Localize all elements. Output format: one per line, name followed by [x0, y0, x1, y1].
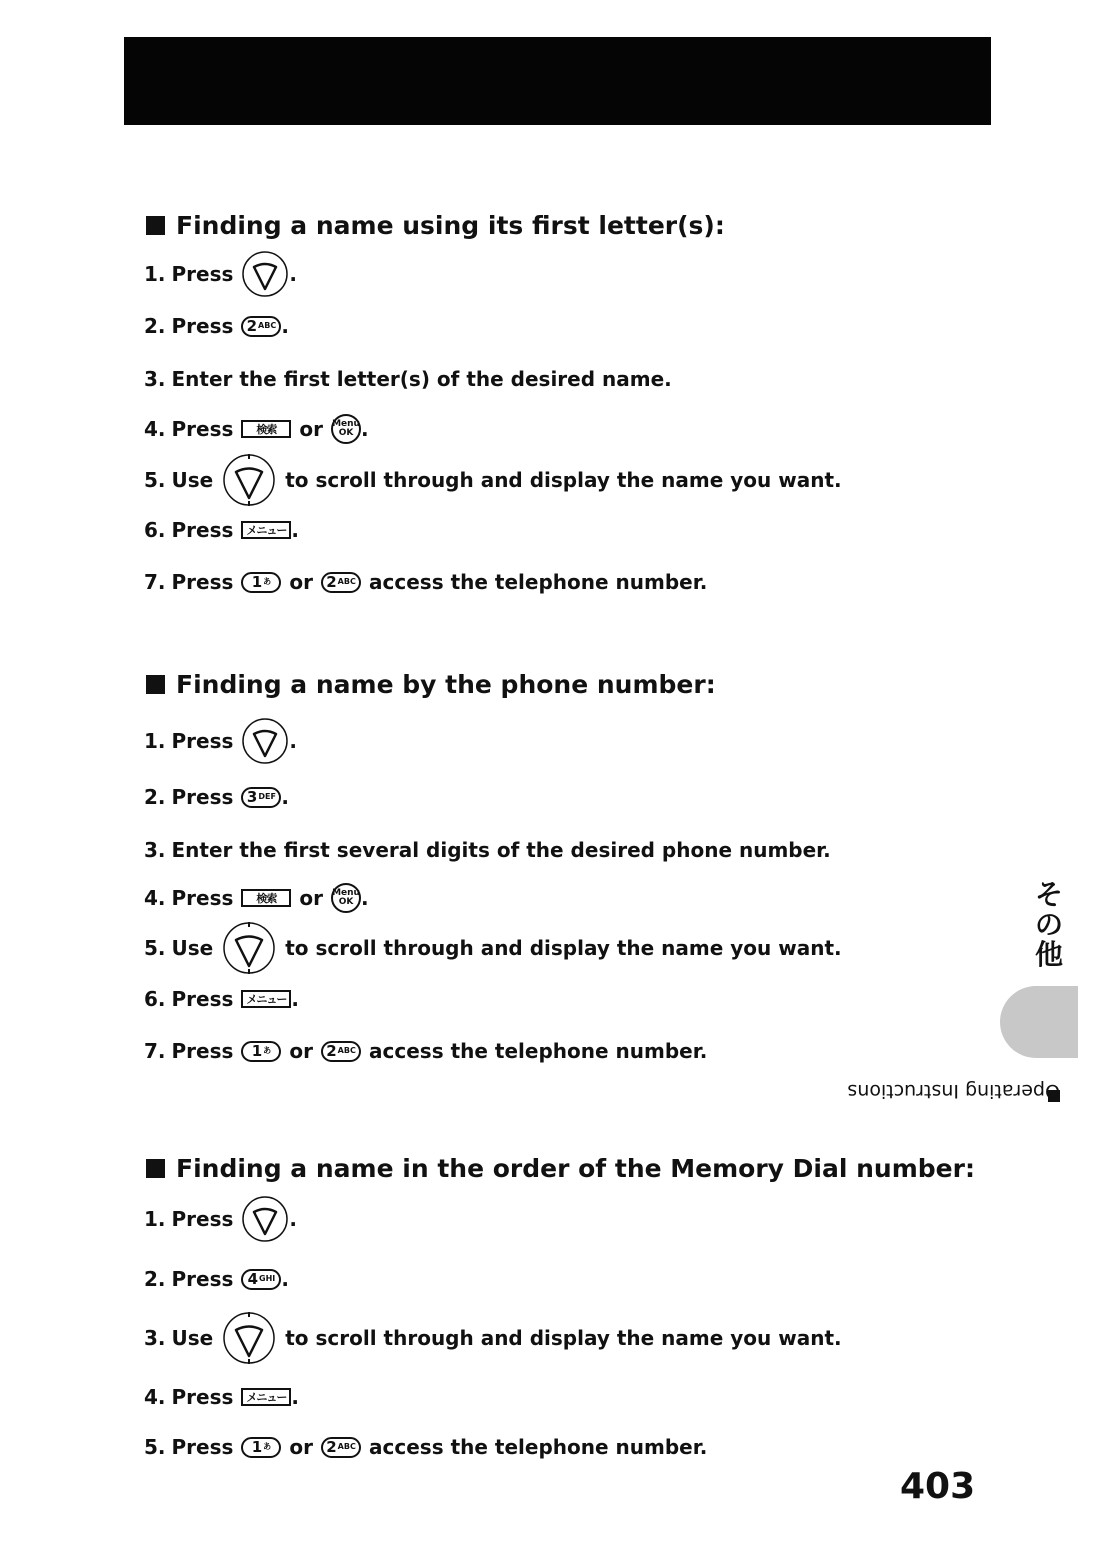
key-1-icon: 1 あ — [241, 1437, 281, 1458]
step-5: 5. Use to scroll through and display the name you want. — [144, 928, 842, 968]
step-2: 2. Press 3 DEF . — [144, 785, 290, 809]
key-4-icon: 4 GHI — [241, 1269, 281, 1290]
nav-key-icon — [241, 717, 289, 765]
key-2-icon: 2 ABC — [241, 316, 281, 337]
key-3-icon: 3 DEF — [241, 787, 281, 808]
step-7: 7. Press 1 あ or 2 ABC access the telephone number. — [144, 570, 708, 594]
bullet-square-icon — [146, 1159, 165, 1178]
section-memory-dial — [140, 1148, 980, 1459]
nav-key-icon — [241, 1195, 289, 1243]
header-bar — [124, 37, 991, 125]
step-3: 3. Enter the first several digits of the desired phone number. — [144, 838, 831, 862]
step-4: 4. Press 検索 or Menu OK . — [144, 409, 369, 449]
key-1-icon: 1 あ — [241, 1041, 281, 1062]
step-1: 1. Press . — [144, 721, 297, 761]
nav-key-scroll-icon — [221, 920, 277, 976]
menu-softkey-icon: メニュー — [241, 521, 291, 539]
nav-key-icon — [241, 250, 289, 298]
step-1: 1. Press . — [144, 254, 297, 294]
section-title: Finding a name using its first letter(s): — [140, 205, 980, 245]
menu-softkey-icon: メニュー — [241, 990, 291, 1008]
key-2-icon: 2 ABC — [321, 1041, 361, 1062]
menu-ok-key-icon: Menu OK — [331, 414, 361, 444]
section-first-letter — [140, 205, 980, 594]
step-1: 1. Press . — [144, 1199, 297, 1239]
key-2-icon: 2 ABC — [321, 1437, 361, 1458]
bullet-square-icon — [146, 216, 165, 235]
page-number: 403 — [900, 1466, 976, 1507]
step-5: 5. Use to scroll through and display the name you want. — [144, 460, 842, 500]
menu-ok-key-icon: Menu OK — [331, 883, 361, 913]
step-6: 6. Press メニュー . — [144, 518, 300, 542]
step-4: 4. Press メニュー . — [144, 1385, 300, 1409]
side-jp-label: その他 — [1034, 878, 1063, 971]
key-1-icon: 1 あ — [241, 572, 281, 593]
step-2: 2. Press 4 GHI . — [144, 1267, 290, 1291]
section-phone-number — [140, 664, 980, 1063]
side-tab-marker — [1000, 986, 1078, 1058]
step-4: 4. Press 検索 or Menu OK . — [144, 878, 369, 918]
step-6: 6. Press メニュー . — [144, 987, 300, 1011]
search-softkey-icon: 検索 — [241, 420, 291, 438]
section-title: Finding a name by the phone number: — [140, 664, 980, 704]
side-section-label: Operating Instructions — [847, 1080, 1060, 1102]
menu-softkey-icon: メニュー — [241, 1388, 291, 1406]
step-7: 7. Press 1 あ or 2 ABC access the telephone number. — [144, 1039, 708, 1063]
key-2-icon: 2 ABC — [321, 572, 361, 593]
search-softkey-icon: 検索 — [241, 889, 291, 907]
step-3: 3. Enter the first letter(s) of the desired name. — [144, 367, 672, 391]
section-title: Finding a name in the order of the Memory Dial number: — [140, 1148, 980, 1188]
step-2: 2. Press 2 ABC . — [144, 314, 290, 338]
nav-key-scroll-icon — [221, 452, 277, 508]
step-5: 5. Press 1 あ or 2 ABC access the telephone number. — [144, 1435, 708, 1459]
bullet-square-icon — [146, 675, 165, 694]
step-3: 3. Use to scroll through and display the name you want. — [144, 1318, 842, 1358]
nav-key-scroll-icon — [221, 1310, 277, 1366]
